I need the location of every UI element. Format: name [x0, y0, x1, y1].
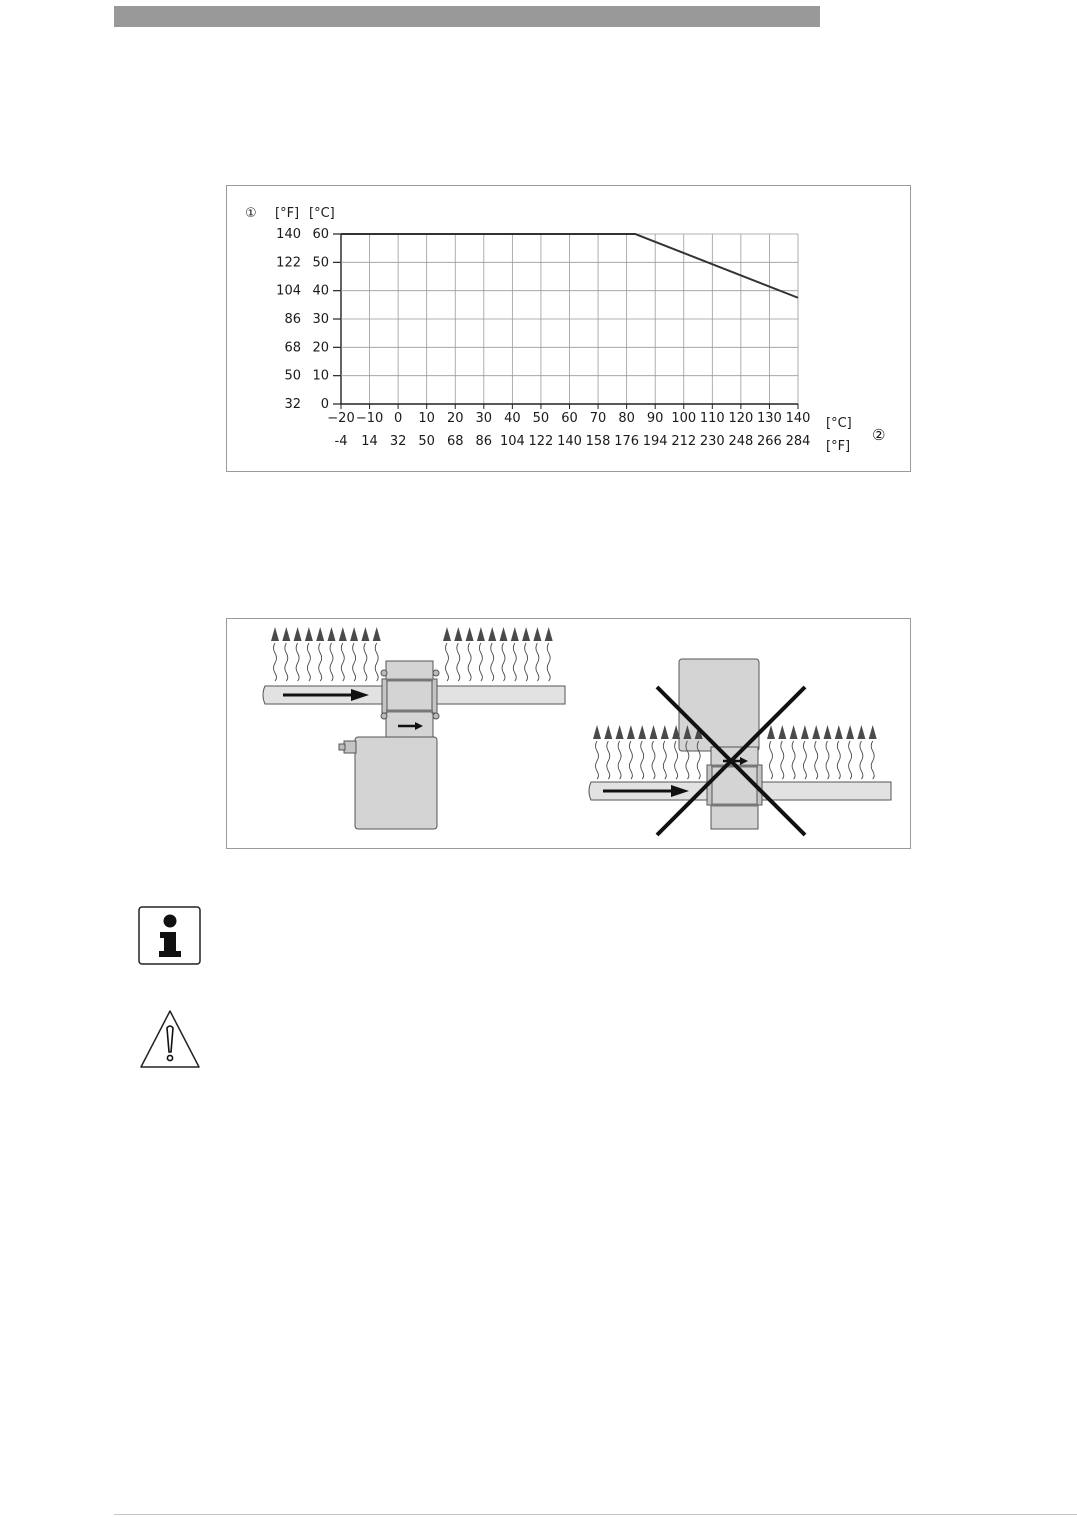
x-tick-label-fahrenheit: 230 — [699, 434, 725, 449]
x-tick-label-fahrenheit: 194 — [642, 434, 668, 449]
heat-radiation-icon — [638, 725, 646, 779]
heat-radiation-icon — [778, 725, 786, 779]
heat-radiation-icon — [316, 627, 324, 681]
heat-radiation-icon — [522, 627, 530, 681]
installation-illustration — [227, 619, 910, 848]
x-tick-label-fahrenheit: 122 — [528, 434, 554, 449]
x-tick-label-fahrenheit: 212 — [671, 434, 697, 449]
x-tick-label-fahrenheit: 266 — [757, 434, 782, 449]
x-tick-label-fahrenheit: 248 — [728, 434, 754, 449]
x-unit-celsius: [°C] — [826, 416, 852, 431]
heat-radiation-icon — [294, 627, 302, 681]
y-tick-label-fahrenheit: 50 — [284, 368, 301, 384]
y-unit-fahrenheit: [°F] — [275, 206, 300, 221]
heat-radiation-icon — [533, 627, 541, 681]
heat-radiation-icon — [305, 627, 313, 681]
x-tick-label-fahrenheit: 284 — [785, 434, 811, 449]
x-tick-label-celsius: 40 — [504, 411, 521, 426]
x-tick-label-fahrenheit: 140 — [557, 434, 582, 449]
x-tick-label-celsius: 60 — [561, 411, 578, 426]
y-unit-celsius: [°C] — [309, 206, 335, 221]
chart-grid — [341, 234, 798, 404]
y-tick-label-celsius: 0 — [320, 397, 329, 412]
chart-ticks — [276, 227, 810, 449]
x-tick-label-celsius: 70 — [589, 411, 607, 426]
x-tick-label-celsius: 130 — [757, 411, 782, 426]
x-tick-label-fahrenheit: 68 — [446, 434, 464, 449]
x-tick-label-celsius: 20 — [446, 411, 464, 426]
temperature-chart — [227, 186, 910, 471]
heat-radiation-icon — [545, 627, 553, 681]
caution-triangle-icon — [138, 1008, 202, 1070]
x-tick-label-fahrenheit: 86 — [475, 434, 493, 449]
y-tick-label-celsius: 50 — [312, 255, 329, 271]
heat-radiation-icon — [477, 627, 485, 681]
x-tick-label-fahrenheit: 50 — [418, 434, 435, 449]
y-tick-label-fahrenheit: 104 — [276, 283, 301, 299]
y-tick-label-celsius: 60 — [312, 227, 329, 242]
footer-rule — [114, 1514, 1077, 1515]
marker-1: ① — [245, 206, 257, 221]
heat-radiation-icon — [812, 725, 820, 779]
info-icon — [138, 906, 202, 966]
header-bar — [114, 6, 820, 27]
x-tick-label-celsius: 80 — [618, 411, 635, 426]
y-tick-label-celsius: 40 — [312, 283, 329, 299]
heat-radiation-icon — [271, 627, 279, 681]
heat-radiation-icon — [846, 725, 854, 779]
x-tick-label-celsius: 0 — [393, 411, 403, 426]
heat-radiation-icon — [361, 627, 369, 681]
installation-figure — [226, 618, 911, 849]
heat-radiation-icon — [835, 725, 843, 779]
x-tick-label-fahrenheit: 104 — [499, 434, 525, 449]
x-tick-label-fahrenheit: -4 — [334, 434, 348, 449]
heat-radiation-icon — [328, 627, 336, 681]
x-tick-label-fahrenheit: 14 — [361, 434, 378, 449]
y-tick-label-fahrenheit: 32 — [284, 397, 301, 412]
x-tick-label-celsius: 50 — [532, 411, 550, 426]
y-tick-label-fahrenheit: 68 — [284, 340, 301, 356]
heat-radiation-icon — [350, 627, 358, 681]
y-tick-label-fahrenheit: 122 — [276, 255, 301, 271]
heat-radiation-icon — [616, 725, 624, 779]
y-tick-label-celsius: 20 — [312, 340, 329, 356]
heat-radiation-icon — [593, 725, 601, 779]
y-tick-label-fahrenheit: 140 — [276, 227, 301, 242]
incorrect-installation-icon — [589, 659, 891, 835]
x-tick-label-celsius: 90 — [646, 411, 664, 426]
heat-radiation-icon — [454, 627, 462, 681]
x-tick-label-fahrenheit: 176 — [614, 434, 640, 449]
x-tick-label-celsius: 30 — [475, 411, 493, 426]
x-tick-label-fahrenheit: 158 — [585, 434, 611, 449]
heat-radiation-icon — [790, 725, 798, 779]
heat-radiation-icon — [282, 627, 290, 681]
x-tick-label-celsius: 10 — [418, 411, 435, 426]
heat-radiation-icon — [767, 725, 775, 779]
heat-radiation-icon — [466, 627, 474, 681]
x-tick-label-celsius: 100 — [671, 411, 697, 426]
heat-radiation-icon — [857, 725, 865, 779]
y-tick-label-fahrenheit: 86 — [284, 312, 301, 327]
temperature-chart-figure — [226, 185, 911, 472]
heat-radiation-icon — [373, 627, 381, 681]
x-tick-label-celsius: −10 — [355, 411, 384, 426]
x-tick-label-celsius: −20 — [327, 411, 355, 426]
heat-radiation-icon — [650, 725, 658, 779]
y-tick-label-celsius: 10 — [312, 368, 329, 384]
y-tick-label-celsius: 30 — [312, 312, 329, 327]
heat-radiation-icon — [339, 627, 347, 681]
heat-radiation-icon — [801, 725, 809, 779]
correct-installation-icon — [263, 627, 565, 829]
heat-radiation-icon — [511, 627, 519, 681]
heat-radiation-icon — [627, 725, 635, 779]
heat-radiation-icon — [500, 627, 508, 681]
heat-radiation-icon — [604, 725, 612, 779]
heat-radiation-icon — [824, 725, 832, 779]
heat-radiation-icon — [869, 725, 877, 779]
x-tick-label-celsius: 140 — [785, 411, 811, 426]
x-tick-label-fahrenheit: 32 — [389, 434, 407, 449]
marker-2: ② — [872, 426, 886, 444]
heat-radiation-icon — [488, 627, 496, 681]
x-tick-label-celsius: 120 — [728, 411, 754, 426]
x-unit-fahrenheit: [°F] — [826, 439, 851, 454]
heat-radiation-icon — [661, 725, 669, 779]
x-tick-label-celsius: 110 — [699, 411, 725, 426]
heat-radiation-icon — [443, 627, 451, 681]
